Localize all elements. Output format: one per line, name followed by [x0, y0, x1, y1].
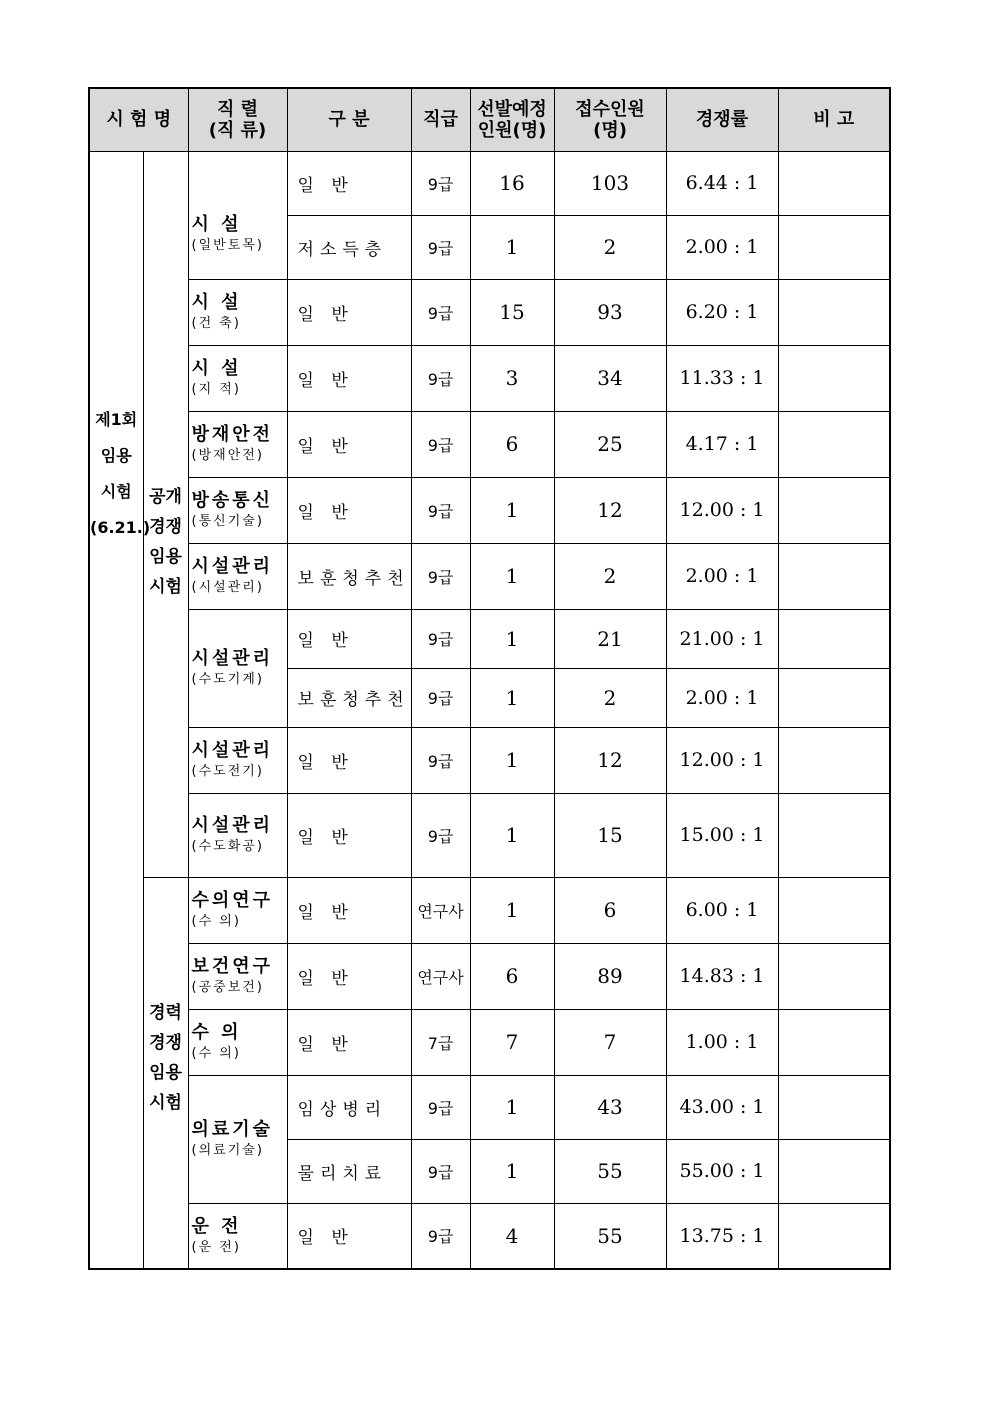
grade-cell: 9급	[411, 1075, 470, 1139]
grade-cell: 7급	[411, 1009, 470, 1075]
planned-cell: 1	[470, 1075, 554, 1139]
ratio-cell: 12.00 : 1	[666, 477, 778, 543]
header-grade: 직급	[411, 88, 470, 151]
header-remarks: 비 고	[778, 88, 890, 151]
applicants-cell: 6	[554, 877, 666, 943]
series-cell	[188, 877, 287, 943]
ratio-cell: 55.00 : 1	[666, 1139, 778, 1203]
grade-cell: 9급	[411, 543, 470, 609]
ratio-cell: 1.00 : 1	[666, 1009, 778, 1075]
planned-cell: 4	[470, 1203, 554, 1269]
series-sub: (방재안전)	[191, 448, 264, 463]
category-cell: 일 반	[287, 1009, 411, 1075]
category-cell: 일 반	[287, 943, 411, 1009]
remarks-cell	[778, 411, 890, 477]
grade-cell: 9급	[411, 477, 470, 543]
grade-cell: 9급	[411, 727, 470, 793]
category-cell: 보훈청추천	[287, 668, 411, 727]
category-cell: 일 반	[287, 411, 411, 477]
planned-cell: 6	[470, 943, 554, 1009]
category-cell: 일 반	[287, 151, 411, 215]
series-main: 수 의	[191, 1022, 242, 1043]
series-sub: (공중보건)	[191, 980, 264, 995]
series-main: 방재안전	[191, 424, 274, 445]
series-cell	[188, 543, 287, 609]
table-row	[89, 477, 890, 543]
planned-cell: 1	[470, 543, 554, 609]
table-body	[89, 151, 890, 1269]
series-cell	[188, 151, 287, 279]
grade-cell: 9급	[411, 151, 470, 215]
series-main: 운 전	[191, 1215, 242, 1237]
remarks-cell	[778, 668, 890, 727]
ratio-cell: 4.17 : 1	[666, 411, 778, 477]
planned-cell: 1	[470, 215, 554, 279]
ratio-cell: 2.00 : 1	[666, 543, 778, 609]
series-cell	[188, 727, 287, 793]
remarks-cell	[778, 215, 890, 279]
planned-cell: 1	[470, 727, 554, 793]
series-main: 시설관리	[191, 556, 274, 577]
series-sub: (수도화공)	[191, 839, 264, 854]
applicants-cell: 55	[554, 1139, 666, 1203]
grade-cell: 연구사	[411, 943, 470, 1009]
ratio-cell: 11.33 : 1	[666, 345, 778, 411]
header-exam: 시 험 명	[89, 88, 188, 151]
series-main: 시 설	[191, 292, 242, 313]
planned-cell: 3	[470, 345, 554, 411]
series-sub: (수도기계)	[191, 672, 264, 687]
planned-cell: 15	[470, 279, 554, 345]
remarks-cell	[778, 543, 890, 609]
series-cell	[188, 477, 287, 543]
series-main: 시설관리	[191, 740, 274, 761]
table-row	[89, 877, 890, 943]
grade-cell: 9급	[411, 411, 470, 477]
series-main: 시 설	[191, 358, 242, 379]
ratio-cell: 14.83 : 1	[666, 943, 778, 1009]
remarks-cell	[778, 345, 890, 411]
table-row	[89, 943, 890, 1009]
exam-name: 제1회 임용 시험 (6.21.)	[90, 409, 151, 537]
table-row	[89, 279, 890, 345]
series-cell	[188, 279, 287, 345]
planned-cell: 7	[470, 1009, 554, 1075]
table-row	[89, 727, 890, 793]
table-row	[89, 609, 890, 668]
remarks-cell	[778, 1075, 890, 1139]
series-main: 시설관리	[191, 815, 274, 836]
planned-cell: 1	[470, 668, 554, 727]
ratio-cell: 21.00 : 1	[666, 609, 778, 668]
series-sub: (일반토목)	[191, 238, 264, 253]
applicants-cell: 34	[554, 345, 666, 411]
grade-cell: 9급	[411, 279, 470, 345]
grade-cell: 9급	[411, 215, 470, 279]
remarks-cell	[778, 151, 890, 215]
ratio-cell: 6.20 : 1	[666, 279, 778, 345]
applicants-cell: 15	[554, 793, 666, 877]
series-cell	[188, 609, 287, 727]
section-name: 공개 경쟁 임용 시험	[149, 486, 182, 597]
ratio-cell: 2.00 : 1	[666, 215, 778, 279]
applicants-cell: 12	[554, 727, 666, 793]
category-cell: 임상병리	[287, 1075, 411, 1139]
planned-cell: 1	[470, 477, 554, 543]
applicants-cell: 93	[554, 279, 666, 345]
table-row	[89, 1075, 890, 1139]
ratio-cell: 12.00 : 1	[666, 727, 778, 793]
series-sub: (수도전기)	[191, 764, 264, 779]
series-main: 의료기술	[191, 1119, 274, 1140]
series-sub: (통신기술)	[191, 514, 264, 529]
series-main: 시 설	[191, 214, 242, 235]
ratio-cell: 6.44 : 1	[666, 151, 778, 215]
series-cell	[188, 1203, 287, 1269]
planned-cell: 1	[470, 793, 554, 877]
category-cell: 저소득층	[287, 215, 411, 279]
applicants-cell: 2	[554, 668, 666, 727]
series-cell	[188, 1009, 287, 1075]
ratio-cell: 15.00 : 1	[666, 793, 778, 877]
ratio-cell: 6.00 : 1	[666, 877, 778, 943]
table-row	[89, 345, 890, 411]
remarks-cell	[778, 279, 890, 345]
series-sub: (수 의)	[191, 914, 241, 929]
remarks-cell	[778, 477, 890, 543]
category-cell: 일 반	[287, 877, 411, 943]
applicants-cell: 21	[554, 609, 666, 668]
series-main: 시설관리	[191, 648, 274, 669]
series-sub: (수 의)	[191, 1046, 241, 1061]
applicants-cell: 89	[554, 943, 666, 1009]
category-cell: 일 반	[287, 345, 411, 411]
grade-cell: 연구사	[411, 877, 470, 943]
category-cell: 일 반	[287, 793, 411, 877]
remarks-cell	[778, 609, 890, 668]
series-sub: (의료기술)	[191, 1143, 264, 1158]
series-cell	[188, 411, 287, 477]
exam-name-cell	[89, 151, 151, 1269]
planned-cell: 16	[470, 151, 554, 215]
header-applicants: 접수인원 (명)	[554, 88, 666, 151]
grade-cell: 9급	[411, 609, 470, 668]
planned-cell: 1	[470, 609, 554, 668]
table-row	[89, 543, 890, 609]
applicants-cell: 2	[554, 215, 666, 279]
applicants-cell: 25	[554, 411, 666, 477]
ratio-cell: 43.00 : 1	[666, 1075, 778, 1139]
category-cell: 보훈청추천	[287, 543, 411, 609]
applicants-cell: 55	[554, 1203, 666, 1269]
planned-cell: 6	[470, 411, 554, 477]
series-sub: (운 전)	[191, 1239, 241, 1255]
remarks-cell	[778, 727, 890, 793]
grade-cell: 9급	[411, 793, 470, 877]
ratio-cell: 2.00 : 1	[666, 668, 778, 727]
remarks-cell	[778, 877, 890, 943]
planned-cell: 1	[470, 1139, 554, 1203]
applicants-cell: 103	[554, 151, 666, 215]
recruitment-table	[88, 87, 891, 1270]
series-cell	[188, 793, 287, 877]
series-cell	[188, 943, 287, 1009]
series-main: 보건연구	[191, 956, 274, 977]
table-row	[89, 793, 890, 877]
remarks-cell	[778, 793, 890, 877]
series-main: 방송통신	[191, 490, 274, 511]
header-row	[89, 88, 890, 151]
category-cell: 물리치료	[287, 1139, 411, 1203]
category-cell: 일 반	[287, 477, 411, 543]
table-row	[89, 1009, 890, 1075]
section-name: 경력 경쟁 임용 시험	[149, 1002, 182, 1113]
planned-cell: 1	[470, 877, 554, 943]
series-sub: (시설관리)	[191, 580, 264, 595]
grade-cell: 9급	[411, 668, 470, 727]
series-main: 수의연구	[191, 890, 274, 911]
series-sub: (지 적)	[191, 382, 241, 397]
grade-cell: 9급	[411, 1203, 470, 1269]
table-row	[89, 151, 890, 215]
header-ratio: 경쟁률	[666, 88, 778, 151]
header-planned: 선발예정 인원(명)	[470, 88, 554, 151]
applicants-cell: 7	[554, 1009, 666, 1075]
series-cell	[188, 1075, 287, 1203]
series-sub: (건 축)	[191, 316, 241, 331]
applicants-cell: 12	[554, 477, 666, 543]
table-row	[89, 411, 890, 477]
remarks-cell	[778, 1203, 890, 1269]
series-cell	[188, 345, 287, 411]
category-cell: 일 반	[287, 609, 411, 668]
category-cell: 일 반	[287, 1203, 411, 1269]
category-cell: 일 반	[287, 279, 411, 345]
category-cell: 일 반	[287, 727, 411, 793]
remarks-cell	[778, 1009, 890, 1075]
ratio-cell: 13.75 : 1	[666, 1203, 778, 1269]
grade-cell: 9급	[411, 1139, 470, 1203]
section-cell	[143, 877, 188, 1269]
remarks-cell	[778, 943, 890, 1009]
table-row	[89, 1203, 890, 1269]
applicants-cell: 2	[554, 543, 666, 609]
remarks-cell	[778, 1139, 890, 1203]
grade-cell: 9급	[411, 345, 470, 411]
header-series: 직 렬 (직 류)	[188, 88, 287, 151]
header-category: 구 분	[287, 88, 411, 151]
applicants-cell: 43	[554, 1075, 666, 1139]
section-cell	[143, 151, 188, 877]
